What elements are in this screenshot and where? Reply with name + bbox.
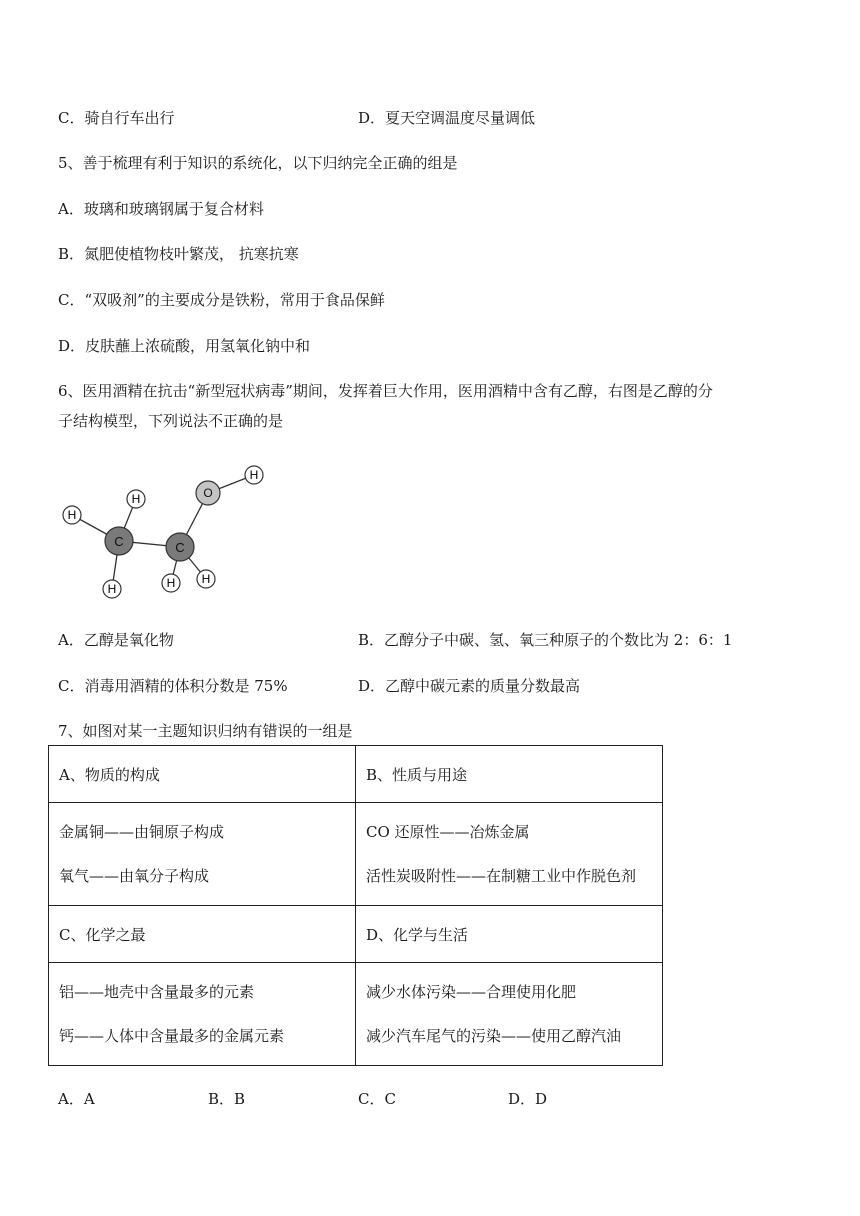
q6-option-b: B．乙醇分子中碳、氢、氧三种原子的个数比为 2：6：1 — [358, 631, 733, 649]
table-text: CO 还原性——冶炼金属 — [366, 823, 530, 841]
q7-option-d: D．D — [508, 1090, 548, 1108]
table-text: 铝——地壳中含量最多的元素 — [59, 983, 255, 1001]
q5-option-a: A．玻璃和玻璃钢属于复合材料 — [58, 200, 264, 218]
q7-stem: 7、如图对某一主题知识归纳有错误的一组是 — [58, 722, 353, 740]
q6-stem-line2: 子结构模型，下列说法不正确的是 — [58, 412, 284, 430]
table-cell-a-body — [49, 803, 356, 906]
table-text: 减少水体污染——合理使用化肥 — [366, 983, 577, 1001]
table-text: 氧气——由氧分子构成 — [59, 867, 210, 885]
q5-option-c: C．“双吸剂”的主要成分是铁粉，常用于食品保鲜 — [58, 291, 385, 309]
table-text: 钙——人体中含量最多的金属元素 — [59, 1027, 285, 1045]
q5-option-d: D．皮肤蘸上浓硫酸，用氢氧化钠中和 — [58, 337, 311, 355]
table-cell-d-body — [356, 963, 663, 1066]
q6-option-d: D．乙醇中碳元素的质量分数最高 — [358, 677, 581, 695]
q4-option-d: D．夏天空调温度尽量调低 — [358, 109, 536, 127]
hydrogen-label: H — [166, 576, 176, 590]
table-cell-d-head: D、化学与生活 — [356, 906, 663, 963]
hydrogen-label: H — [67, 508, 77, 522]
table-text: 金属铜——由铜原子构成 — [59, 823, 225, 841]
q6-stem-line1: 6、医用酒精在抗击“新型冠状病毒”期间，发挥着巨大作用，医用酒精中含有乙醇，右图是乙醇的分 — [58, 382, 713, 400]
q7-option-b: B．B — [208, 1090, 246, 1108]
table-cell-a-head: A、物质的构成 — [49, 746, 356, 803]
hydrogen-label: H — [107, 582, 117, 596]
hydrogen-label: H — [201, 572, 211, 586]
table-cell-c-body — [49, 963, 356, 1066]
molecule-bonds — [72, 475, 254, 589]
q7-option-a: A．A — [58, 1090, 95, 1108]
table-cell-b-body — [356, 803, 663, 906]
q6-option-a: A．乙醇是氧化物 — [58, 631, 174, 649]
ethanol-molecule-diagram — [55, 455, 285, 605]
table-text: 活性炭吸附性——在制糖工业中作脱色剂 — [366, 867, 637, 885]
q5-option-b: B．氮肥使植物枝叶繁茂， 抗寒抗寒 — [58, 245, 299, 263]
hydrogen-label: H — [249, 468, 259, 482]
oxygen-label: O — [203, 486, 213, 500]
hydrogen-label: H — [131, 492, 141, 506]
carbon-label: C — [175, 540, 185, 555]
q5-stem: 5、善于梳理有利于知识的系统化，以下归纳完全正确的组是 — [58, 154, 458, 172]
carbon-label: C — [114, 534, 124, 549]
q7-option-c: C．C — [358, 1090, 396, 1108]
q6-option-c: C．消毒用酒精的体积分数是 75% — [58, 677, 288, 695]
knowledge-table — [48, 745, 663, 1066]
table-text: 减少汽车尾气的污染——使用乙醇汽油 — [366, 1027, 622, 1045]
q4-option-c: C．骑自行车出行 — [58, 109, 175, 127]
table-cell-b-head: B、性质与用途 — [356, 746, 663, 803]
table-cell-c-head: C、化学之最 — [49, 906, 356, 963]
